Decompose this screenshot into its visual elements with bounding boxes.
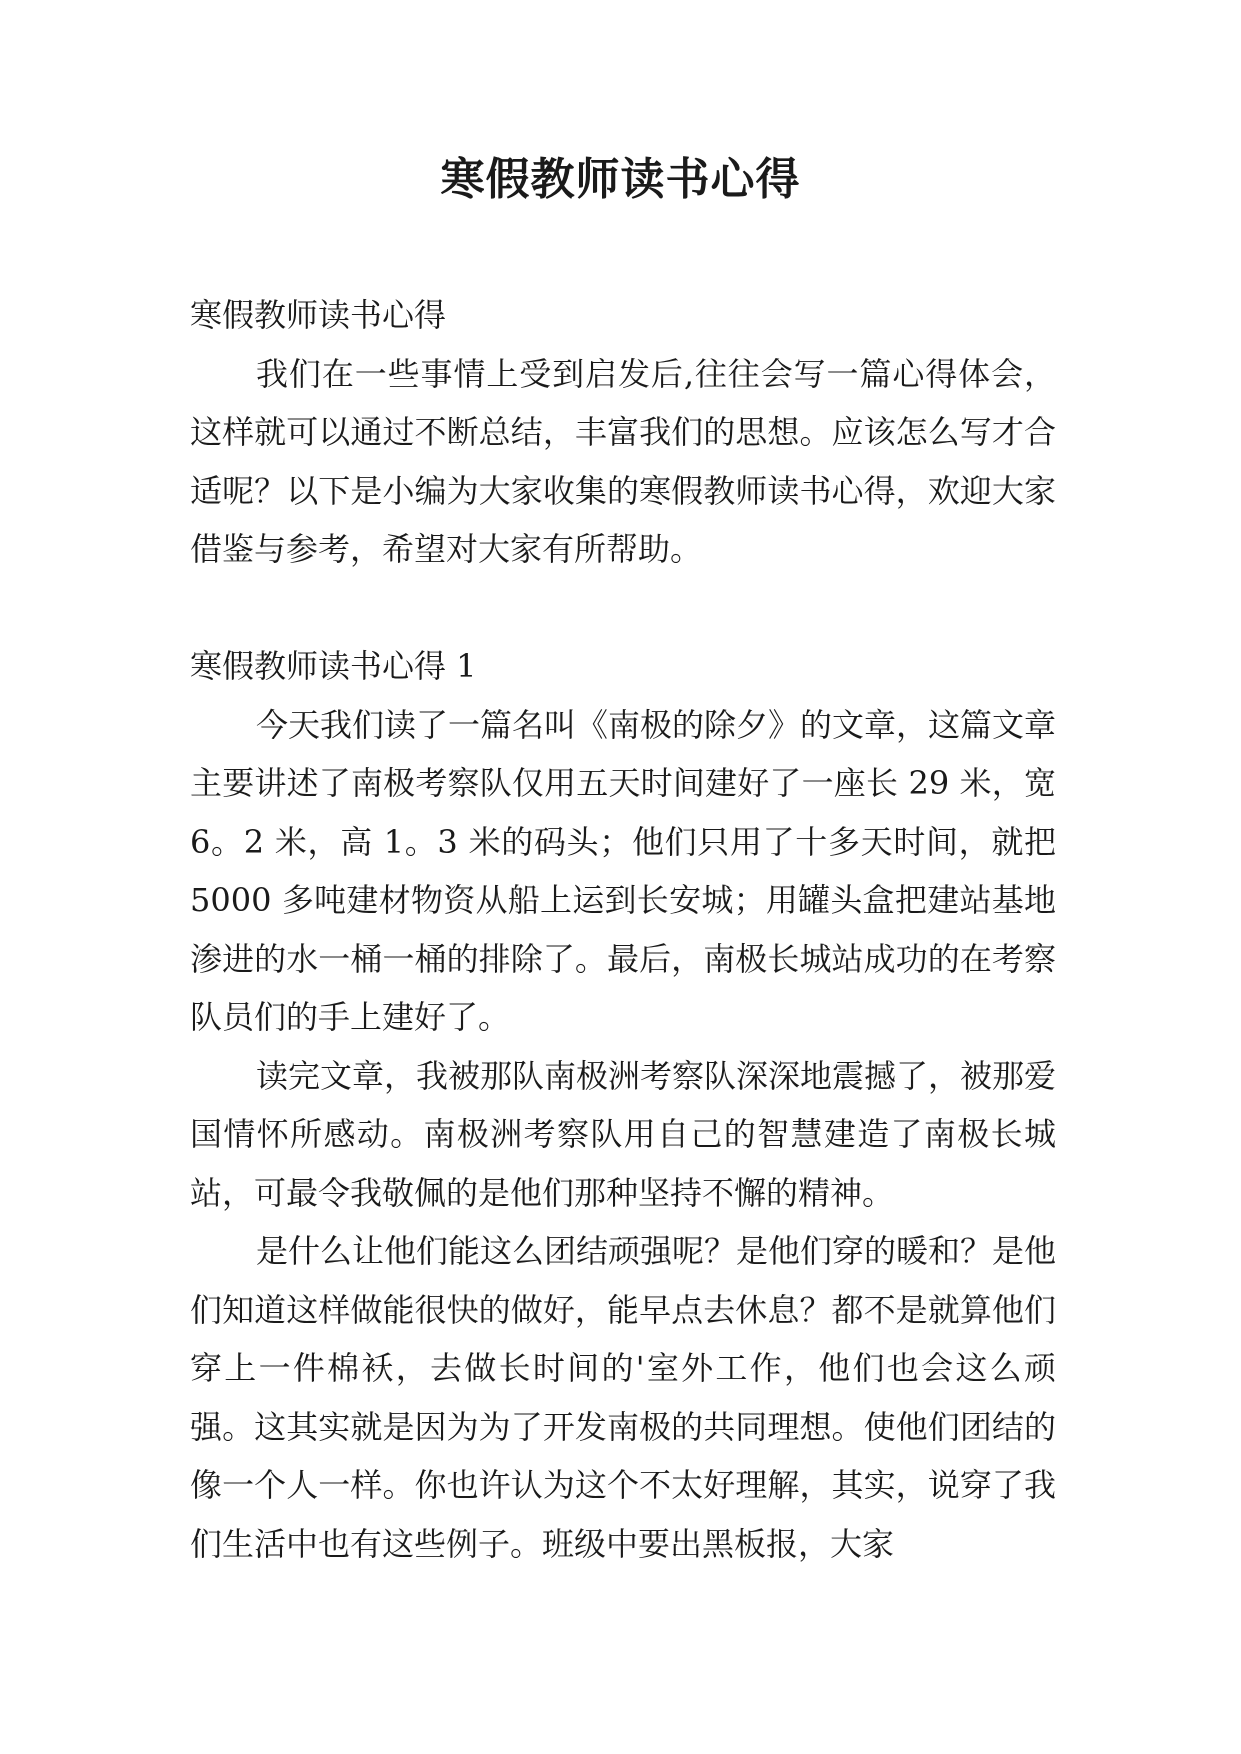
section1-paragraph-1: 今天我们读了一篇名叫《南极的除夕》的文章，这篇文章主要讲述了南极考察队仅用五天时间建好了一座长 29 米，宽 6。2 米，高 1。3 米的码头；他们只用了十多天时间，就把 5000 多吨建材物资从船上运到长安城；用罐头盒把建站基地渗进的水一桶一桶的排除了。最后，南极长城站成功的在考察队员们的手上建好了。 — [190, 705, 1057, 1036]
section1-heading: 寒假教师读书心得 1 — [190, 647, 477, 685]
document-body — [190, 286, 1056, 1573]
section1-paragraph-3: 是什么让他们能这么团结顽强呢？是他们穿的暖和？是他们知道这样做能很快的做好，能早点去休息？都不是就算他们穿上一件棉袄，去做长时间的'室外工作，他们也会这么顽强。这其实就是因为为了开发南极的共同理想。使他们团结的像一个人一样。你也许认为这个不太好理解，其实，说穿了我们生活中也有这些例子。班级中要出黑板报，大家 — [190, 1232, 1057, 1563]
document-title: 寒假教师读书心得 — [440, 154, 801, 205]
section1-paragraph-2: 读完文章，我被那队南极洲考察队深深地震撼了，被那爱国情怀所感动。南极洲考察队用自己的智慧建造了南极长城站，可最令我敬佩的是他们那种坚持不懈的精神。 — [190, 1056, 1057, 1212]
intro-heading: 寒假教师读书心得 — [190, 296, 447, 334]
section-spacer — [190, 579, 1056, 638]
intro-paragraph: 我们在一些事情上受到启发后,往往会写一篇心得体会，这样就可以通过不断总结，丰富我们的思想。应该怎么写才合适呢？以下是小编为大家收集的寒假教师读书心得，欢迎大家借鉴与参考，希望对大家有所帮助。 — [190, 354, 1056, 568]
